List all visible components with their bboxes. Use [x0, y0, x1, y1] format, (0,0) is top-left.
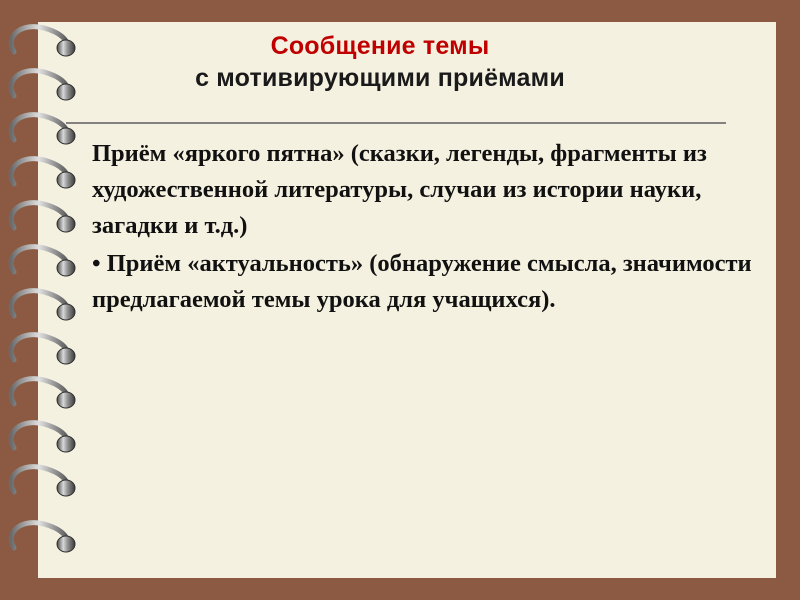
notebook-binding-strip [0, 0, 38, 600]
slide-title [60, 30, 700, 94]
body-paragraph-1: Приём «яркого пятна» (сказки, легенды, фрагменты из художественной литературы, случаи из истории науки, загадки и т.д.) [92, 140, 707, 239]
title-line-primary: Сообщение темы [270, 32, 490, 60]
title-line-secondary: с мотивирующими приёмами [195, 64, 565, 92]
title-divider [66, 122, 726, 124]
slide-body [92, 136, 752, 318]
body-paragraph-2: • Приём «актуальность» (обнаружение смысла, значимости предлагаемой темы урока для учащихся). [92, 250, 752, 313]
